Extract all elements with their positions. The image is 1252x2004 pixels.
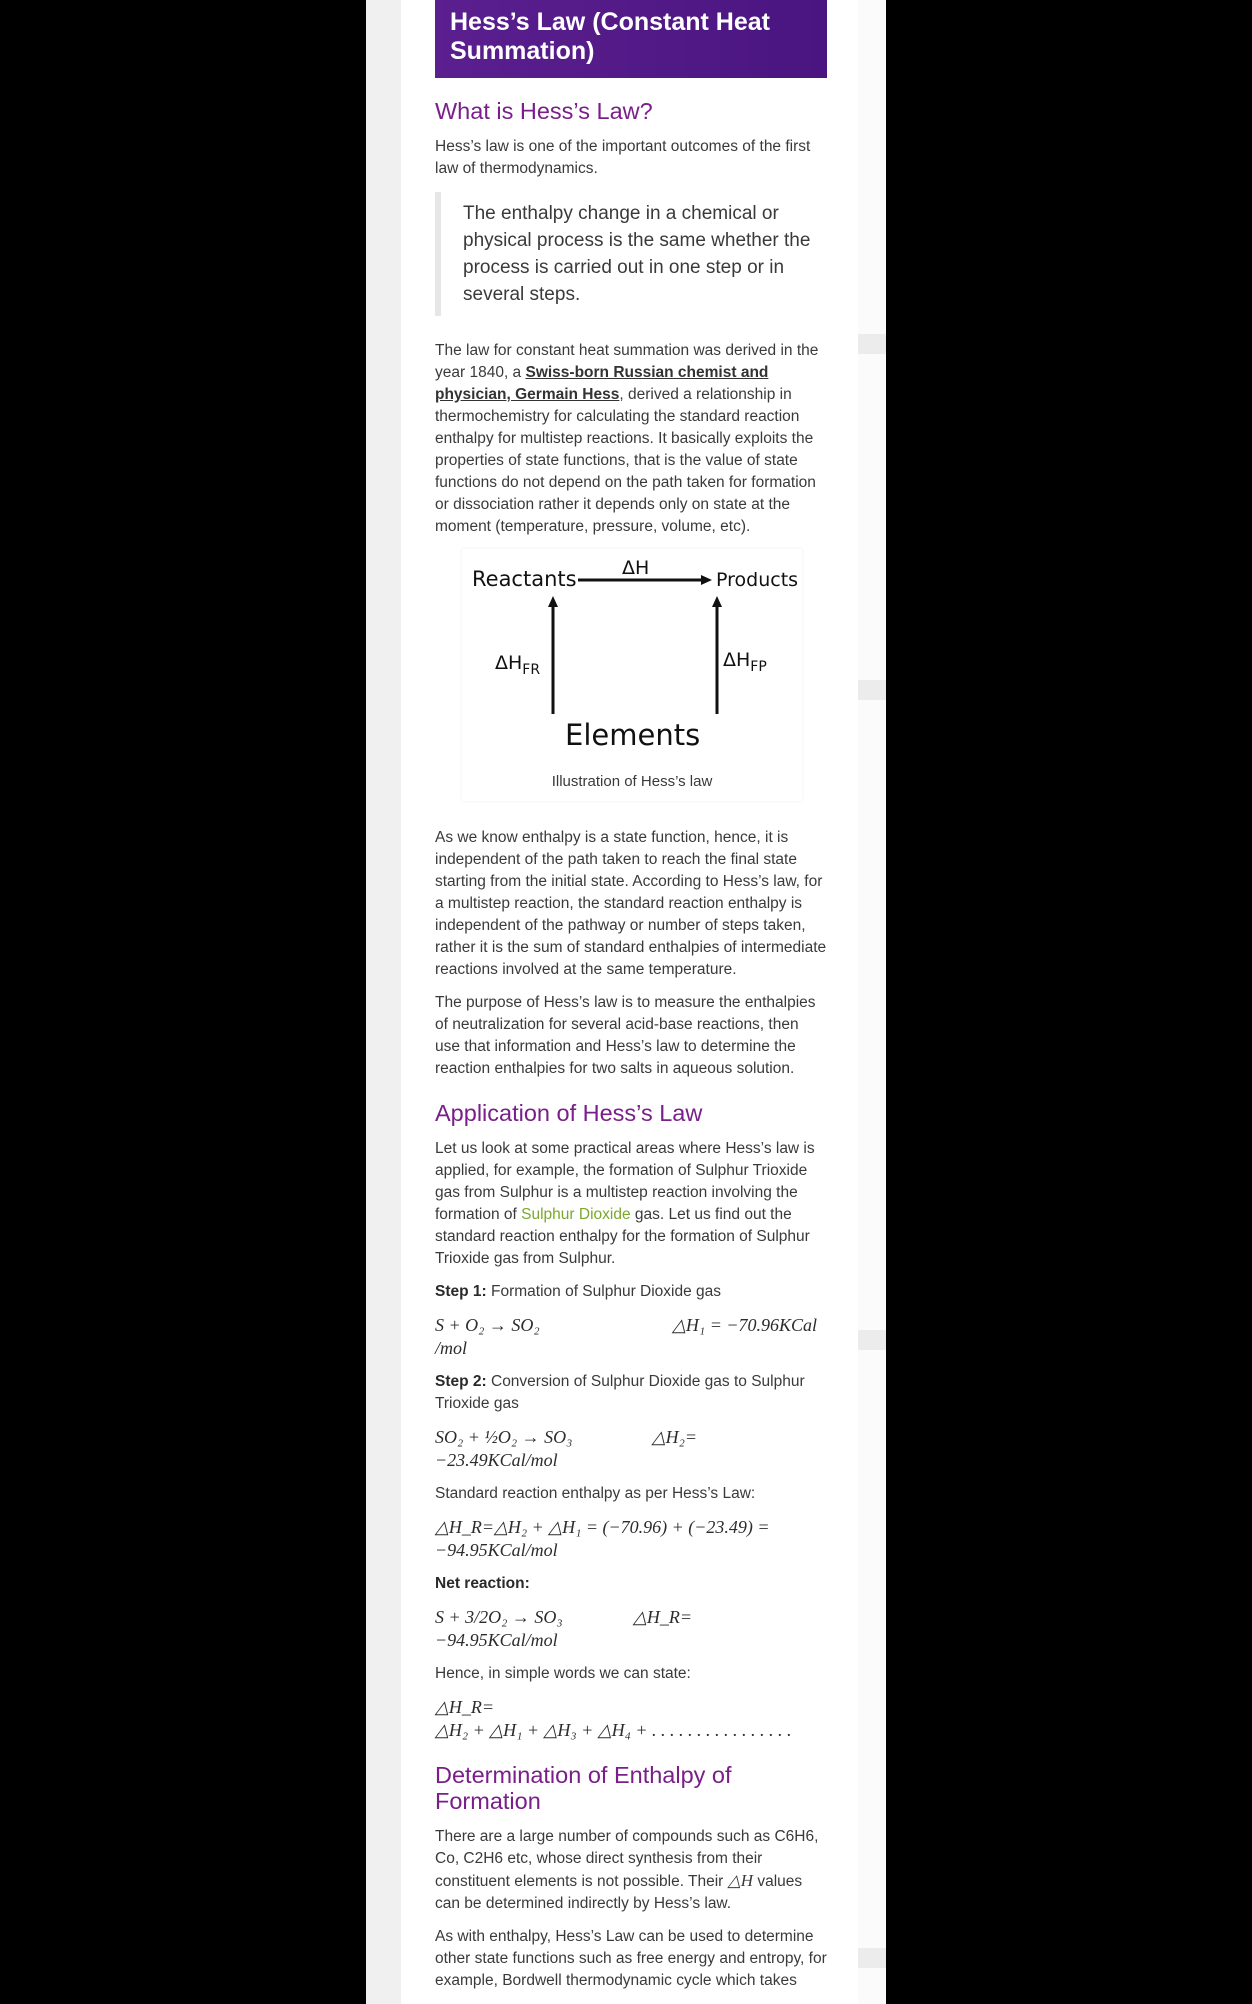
step1-paragraph — [435, 1281, 827, 1303]
formation-text: There are a large number of compounds such as C6H6, Co, C2H6 etc, whose direct synthesis from their constituent elements is not possible. Their — [435, 1828, 819, 1890]
step1-equation — [435, 1314, 827, 1360]
formation-paragraph — [435, 1826, 827, 1915]
delta-h-symbol: △H — [727, 1871, 754, 1890]
right-arrowhead — [712, 596, 722, 607]
sidebar-strip — [858, 0, 886, 2004]
net-value: −94.95KCal/mol — [435, 1630, 558, 1650]
step2-text: Conversion of Sulphur Dioxide gas to Sulphur Trioxide gas — [435, 1373, 805, 1412]
application-text: Let us look at some practical areas where Hess’s law is applied, for example, the formation of Sulphur Trioxide gas from Sulphur is a multistep reaction involving the formation of — [435, 1140, 815, 1223]
general-sum-rhs: △H₂ + △H₁ + △H₃ + △H₄ + . . . . . . . . . . . . . . . . — [435, 1720, 792, 1740]
net-reaction-label: Net reaction: — [435, 1575, 530, 1592]
step2-equation — [435, 1426, 827, 1472]
general-sum-equation — [435, 1696, 827, 1742]
step2-paragraph — [435, 1371, 827, 1415]
step1-label: Step 1: — [435, 1283, 487, 1300]
definition-quote: The enthalpy change in a chemical or physical process is the same whether the process is carried out in one step or in several steps. — [435, 192, 827, 316]
sidebar-gap — [858, 334, 886, 354]
history-text-continued: , derived a relationship in thermochemistry for calculating the standard reaction enthalpy for multistep reactions. It basically exploits the properties of state functions, that is the value of state functions do not depend on the path taken for formation or dissociation rather it depends only on state at the moment (temperature, pressure, volume, etc). — [435, 386, 816, 535]
hess-sum-equation — [435, 1516, 827, 1562]
heading-application: Application of Hess’s Law — [435, 1100, 703, 1126]
state-functions-paragraph: As with enthalpy, Hess’s Law can be used to determine other state functions such as free energy and entropy, for example, Bordwell thermodynamic cycle which takes — [435, 1928, 827, 1989]
article-page — [401, 0, 858, 2004]
intro-paragraph: Hess’s law is one of the important outcomes of the first law of thermodynamics. — [435, 138, 811, 177]
products-label: Products — [716, 569, 799, 591]
step1-reaction: S + O₂ → SO₂ — [435, 1315, 540, 1335]
article-title: Hess’s Law (Constant Heat Summation) — [435, 0, 827, 78]
step1-text: Formation of Sulphur Dioxide gas — [486, 1283, 722, 1300]
step2-label: Step 2: — [435, 1373, 487, 1390]
hess-law-figure — [462, 549, 802, 801]
net-reaction-equation — [435, 1606, 827, 1652]
general-sum-lhs: △H_R= — [435, 1697, 494, 1717]
step2-enthalpy: △H₂= — [651, 1427, 697, 1447]
net-enthalpy: △H_R= — [633, 1607, 692, 1627]
formation-text-continued: values can be determined indirectly by Hess’s law. — [435, 1873, 803, 1912]
hess-sum-expression: △H_R=△H₂ + △H₁ = (−70.96) + (−23.49) = — [435, 1517, 770, 1537]
figure-caption: Illustration of Hess’s law — [551, 773, 713, 790]
sidebar-gap — [858, 680, 886, 700]
step2-reaction: SO₂ + ½O₂ → SO₃ — [435, 1427, 573, 1447]
state-function-paragraph: As we know enthalpy is a state function, hence, it is independent of the path taken to reach the final state starting from the initial state. According to Hess’s law, for a multistep reaction, the standard reaction enthalpy is independent of the pathway or number of steps taken, rather it is the sum of standard enthalpies of intermediate reactions involved at the same temperature. — [435, 829, 827, 978]
history-paragraph — [435, 340, 827, 538]
sidebar-gap — [858, 1948, 886, 1968]
history-text: The law for constant heat summation was derived in the year 1840, a — [435, 342, 819, 381]
left-arrowhead — [548, 596, 558, 607]
heading-enthalpy-of-formation: Determination of Enthalpy of Formation — [435, 1762, 732, 1814]
elements-label: Elements — [565, 718, 701, 752]
hess-law-diagram — [462, 549, 802, 769]
net-reaction-paragraph — [435, 1573, 827, 1595]
sidebar-gap — [858, 1330, 886, 1350]
delta-h-label: ΔH — [622, 557, 650, 579]
delta-h-fp-label: $\Delta H_{FP}$ — [723, 649, 767, 675]
hess-sum-value: −94.95KCal/mol — [435, 1540, 558, 1560]
purpose-paragraph: The purpose of Hess’s law is to measure the enthalpies of neutralization for several acid-base reactions, then use that information and Hess’s law to determine the reaction enthalpies for two salts in aqueous solution. — [435, 994, 816, 1077]
sulphur-dioxide-link[interactable]: Sulphur Dioxide — [521, 1206, 631, 1223]
heading-what-is-hess-law: What is Hess’s Law? — [435, 98, 653, 124]
step1-enthalpy: △H₁ = −70.96KCal — [672, 1315, 817, 1335]
delta-h-arrowhead — [701, 575, 712, 585]
simple-words-text: Hence, in simple words we can state: — [435, 1665, 691, 1682]
standard-enthalpy-text: Standard reaction enthalpy as per Hess’s Law: — [435, 1485, 756, 1502]
reactants-label: Reactants — [472, 567, 577, 591]
germain-hess-link[interactable]: Swiss-born Russian chemist and physician, Germain Hess — [435, 364, 769, 403]
application-text-continued: gas. Let us find out the standard reaction enthalpy for the formation of Sulphur Trioxide gas from Sulphur. — [435, 1206, 810, 1267]
step2-value: −23.49KCal/mol — [435, 1450, 558, 1470]
delta-h-fr-label: $\Delta H_{FR}$ — [495, 652, 541, 678]
net-reaction: S + 3/2O₂ → SO₃ — [435, 1607, 563, 1627]
application-paragraph — [435, 1138, 827, 1270]
step1-unit: /mol — [435, 1338, 468, 1358]
article-content — [435, 0, 827, 2003]
